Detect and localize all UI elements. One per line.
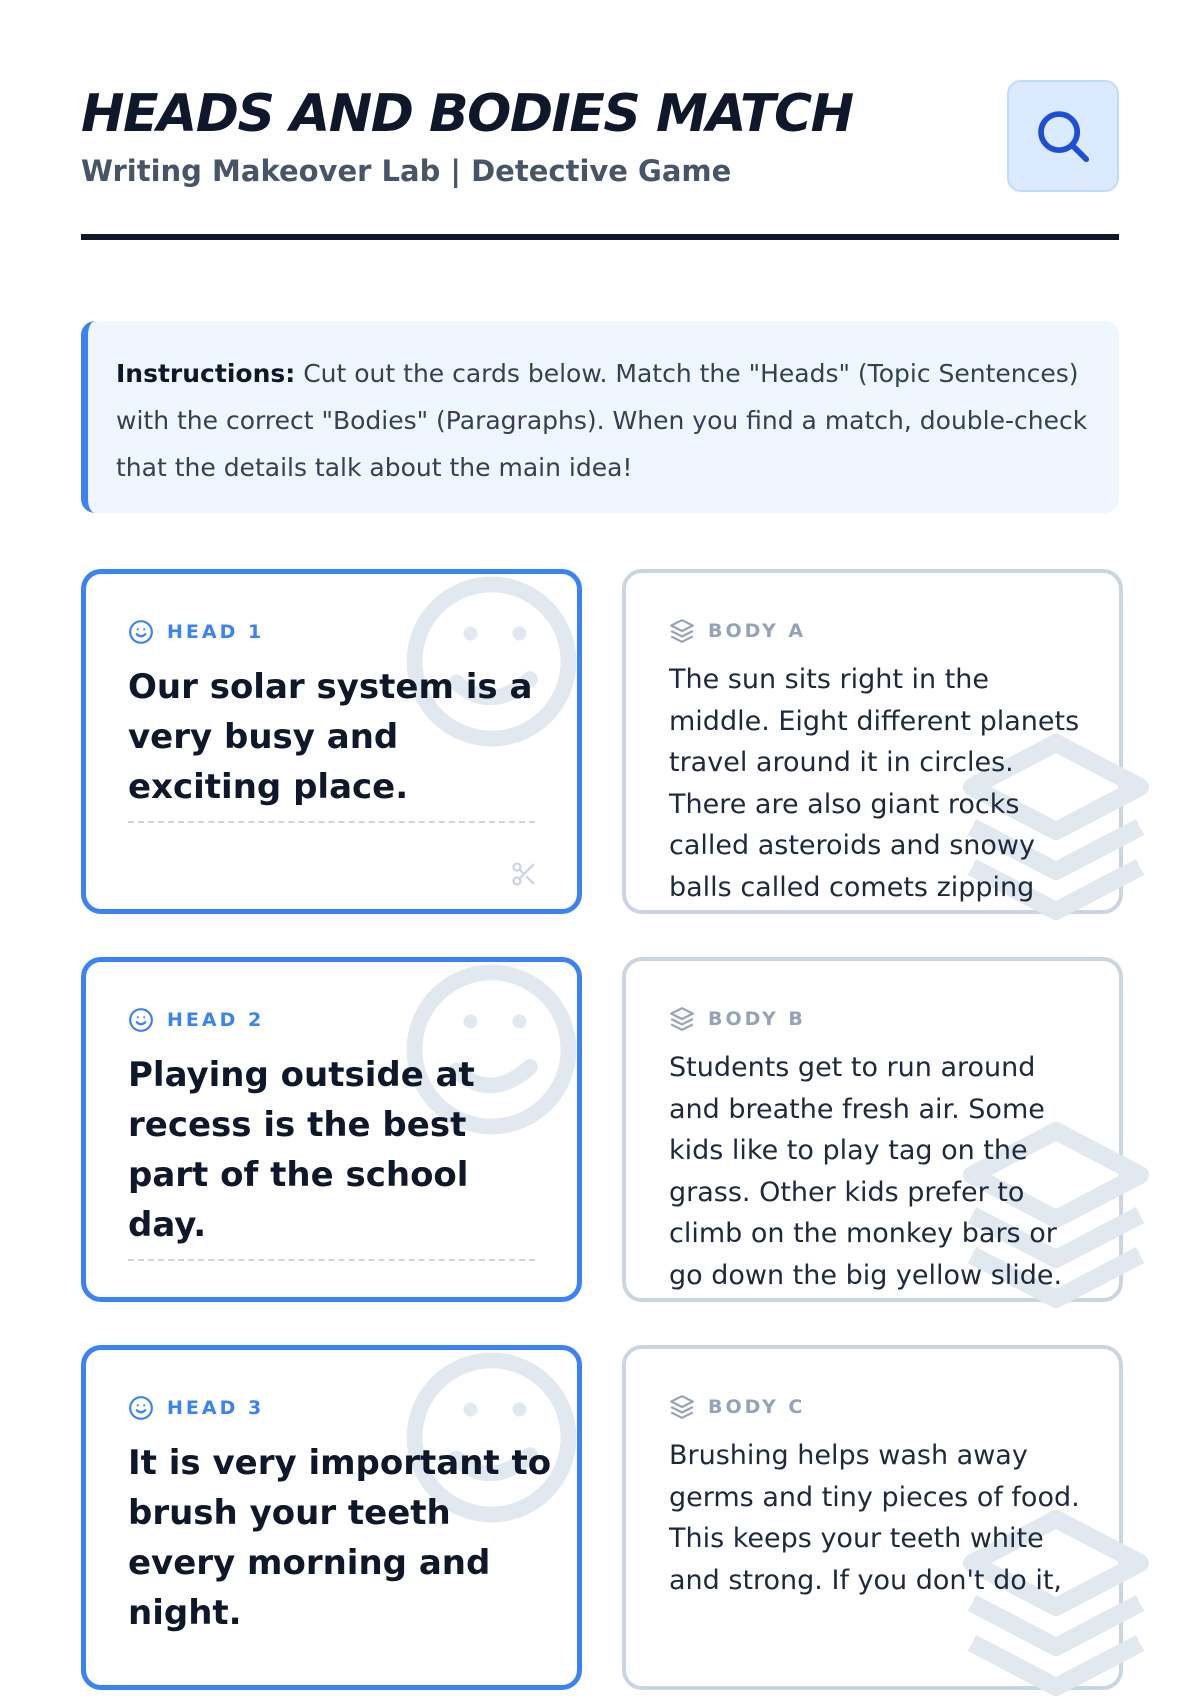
body-card-label	[669, 1006, 806, 1032]
head-card-2[interactable]	[81, 957, 582, 1302]
body-card-label-text: BODY A	[708, 620, 807, 642]
search-icon	[1032, 105, 1094, 167]
smile-icon	[128, 619, 154, 645]
cut-line	[128, 821, 535, 823]
body-card-label-text: BODY B	[708, 1008, 806, 1030]
instructions-text: Cut out the cards below. Match the "Heads" (Topic Sentences) with the correct "Bodies" (Paragraphs). When you find a match, double-check that the details talk about the main idea!	[116, 359, 1088, 482]
body-card-a[interactable]	[622, 569, 1123, 914]
head-card-label	[128, 1007, 264, 1033]
body-card-label	[669, 1394, 805, 1420]
search-button[interactable]	[1007, 80, 1119, 192]
header-divider	[81, 234, 1119, 240]
layers-icon	[669, 1394, 695, 1420]
head-card-label-text: HEAD 3	[167, 1397, 265, 1419]
smile-icon	[128, 1395, 154, 1421]
body-card-label	[669, 618, 806, 644]
page-title: HEADS AND BODIES MATCH	[81, 84, 853, 144]
head-card-label-text: HEAD 2	[167, 1009, 265, 1031]
head-card-label	[128, 619, 264, 645]
body-card-text: Students get to run around and breathe fresh air. Some kids like to play tag on the grass. Other kids prefer to climb on the monkey bars or go down the big yellow slide.	[669, 1052, 1063, 1291]
scissors-icon	[510, 860, 538, 888]
layers-icon	[669, 1006, 695, 1032]
smile-icon	[128, 1007, 154, 1033]
body-card-label-text: BODY C	[708, 1396, 806, 1418]
page-header	[81, 80, 1119, 240]
instructions-box	[81, 321, 1119, 513]
head-card-label	[128, 1395, 264, 1421]
body-card-b[interactable]	[622, 957, 1123, 1302]
cut-line	[128, 1259, 535, 1261]
page-subtitle: Writing Makeover Lab | Detective Game	[81, 154, 732, 188]
layers-icon	[669, 618, 695, 644]
body-card-c[interactable]	[622, 1345, 1123, 1690]
head-card-1[interactable]	[81, 569, 582, 914]
body-card-text: Brushing helps wash away germs and tiny pieces of food. This keeps your teeth white and strong. If you don't do it,	[669, 1440, 1080, 1596]
head-card-text: It is very important to brush your teeth every morning and night.	[128, 1443, 552, 1633]
head-card-label-text: HEAD 1	[167, 621, 265, 643]
head-card-text: Playing outside at recess is the best part of the school day.	[128, 1055, 475, 1245]
body-card-text: The sun sits right in the middle. Eight different planets travel around it in circles. There are also giant rocks called asteroids and snowy balls called comets zipping	[669, 664, 1080, 903]
instructions-label: Instructions:	[116, 359, 296, 388]
head-card-3[interactable]	[81, 1345, 582, 1690]
head-card-text: Our solar system is a very busy and exciting place.	[128, 667, 533, 807]
